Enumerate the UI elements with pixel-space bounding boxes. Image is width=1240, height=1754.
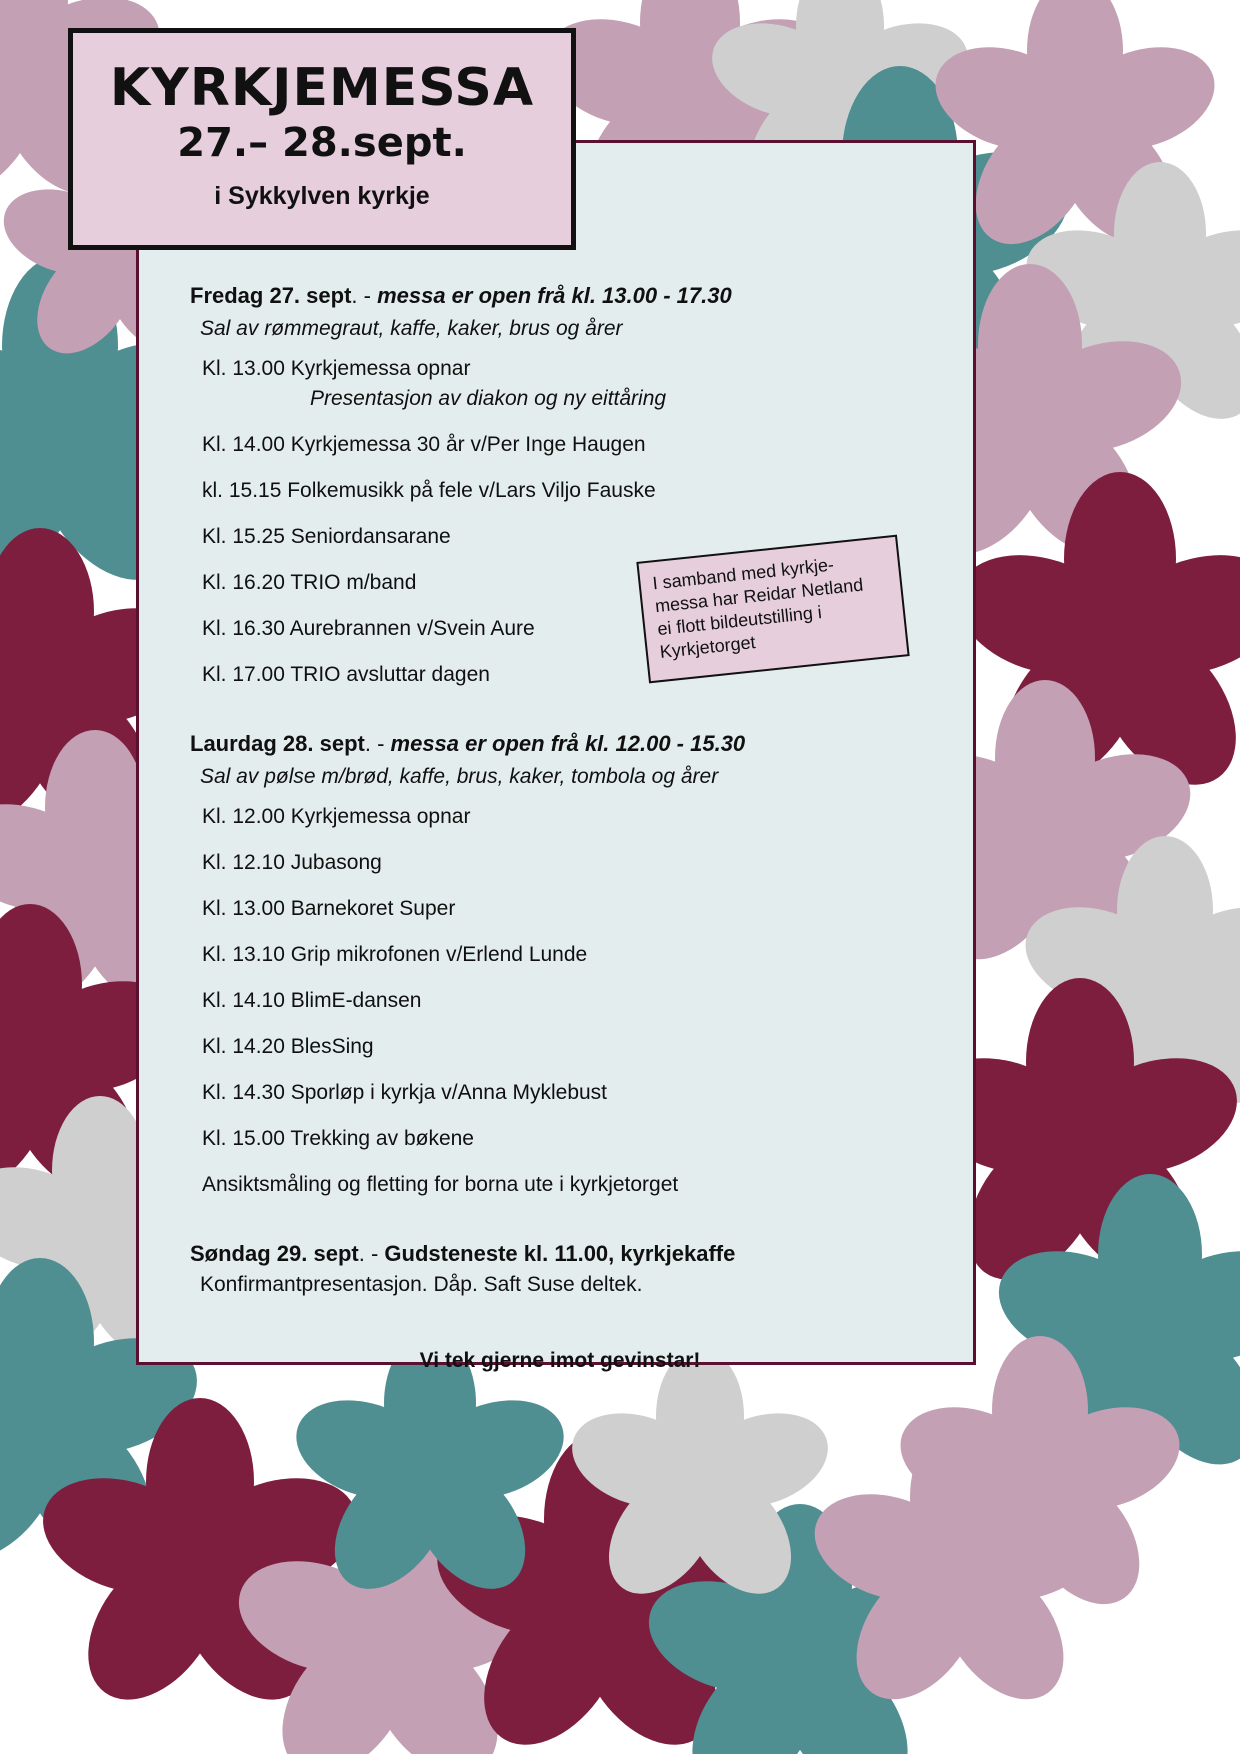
- programme-item: Kl. 12.00 Kyrkjemessa opnar: [202, 805, 471, 828]
- programme-item: Kl. 14.00 Kyrkjemessa 30 år v/Per Inge Haugen: [202, 433, 646, 456]
- programme-content: [190, 283, 950, 1394]
- programme-item: Ansiktsmåling og fletting for borna ute i kyrkjetorget: [202, 1173, 679, 1196]
- day-name: Fredag 27. sept: [190, 283, 352, 308]
- programme-item: Kl. 13.10 Grip mikrofonen v/Erlend Lunde: [202, 943, 588, 966]
- day-heading-friday: [190, 283, 950, 309]
- footer-note: Vi tek gjerne imot gevinstar!: [419, 1349, 701, 1372]
- sticky-note-exhibition: I samband med kyrkje- messa har Reidar Netland ei flott bildeutstilling i Kyrkjetorget: [636, 535, 909, 684]
- day-separator: . -: [351, 283, 378, 308]
- programme-item: Kl. 14.20 BlesSing: [202, 1035, 374, 1058]
- day-separator: . -: [358, 1241, 385, 1266]
- poster-location: i Sykkylven kyrkje: [214, 181, 430, 210]
- day-separator: . -: [364, 731, 391, 756]
- section-spacer: [190, 1219, 950, 1241]
- programme-item: Kl. 16.30 Aurebrannen v/Svein Aure: [202, 617, 535, 640]
- day-hours: messa er open frå kl. 12.00 - 15.30: [390, 731, 746, 756]
- day-subtitle-friday: Sal av rømmegraut, kaffe, kaker, brus og årer: [200, 317, 623, 340]
- poster-title-box: [68, 28, 576, 250]
- programme-item: Kl. 14.30 Sporløp i kyrkja v/Anna Myklebust: [202, 1081, 608, 1104]
- poster-title: KYRKJEMESSA: [109, 58, 535, 118]
- programme-item: Kl. 17.00 TRIO avsluttar dagen: [202, 663, 490, 686]
- programme-item: Kl. 16.20 TRIO m/band: [202, 571, 417, 594]
- programme-item: kl. 15.15 Folkemusikk på fele v/Lars Viljo Fauske: [202, 479, 656, 502]
- section-spacer: [190, 709, 950, 731]
- programme-item: Kl. 15.00 Trekking av bøkene: [202, 1127, 474, 1150]
- programme-item: Kl. 13.00 Kyrkjemessa opnar: [202, 357, 471, 380]
- programme-item-subtext: Presentasjon av diakon og ny eittåring: [310, 387, 667, 410]
- programme-item: Kl. 15.25 Seniordansarane: [202, 525, 451, 548]
- sunday-detail: Konfirmantpresentasjon. Dåp. Saft Suse deltek.: [200, 1273, 643, 1296]
- programme-item: Kl. 12.10 Jubasong: [202, 851, 382, 874]
- day-name: Laurdag 28. sept: [190, 731, 365, 756]
- programme-item: Kl. 13.00 Barnekoret Super: [202, 897, 456, 920]
- day-heading-saturday: [190, 731, 950, 757]
- day-name: Søndag 29. sept: [190, 1241, 359, 1266]
- programme-item: Kl. 14.10 BlimE-dansen: [202, 989, 422, 1012]
- day-subtitle-saturday: Sal av pølse m/brød, kaffe, brus, kaker, tombola og årer: [200, 765, 719, 788]
- sunday-headline: Gudsteneste kl. 11.00, kyrkjekaffe: [384, 1241, 736, 1266]
- day-heading-sunday: [190, 1241, 950, 1267]
- poster-dates: 27.– 28.sept.: [177, 119, 467, 166]
- day-hours: messa er open frå kl. 13.00 - 17.30: [377, 283, 732, 308]
